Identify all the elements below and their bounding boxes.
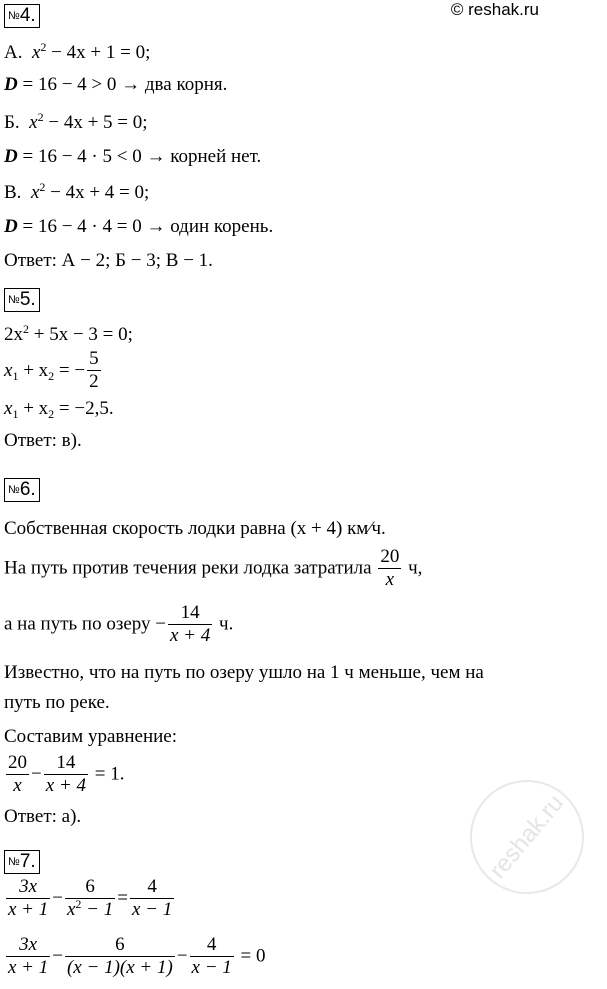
p6-speed-text: Собственная скорость лодки равна (x + 4) км⁄ч. — [4, 518, 386, 539]
p6-condition-line2: путь по реке. — [4, 692, 110, 713]
p7-equation-row1: $\frac{3x}{x + 1}$ − $\frac{6}{x^2 - 1}$ = $\frac{4}{x - 1}$ — [8, 876, 173, 920]
p5-vieta-sum-decimal: $x_1 + x_2 = -2,5$. — [4, 398, 114, 421]
watermark: reshak.ru — [447, 757, 607, 918]
p4-c-equation: В. $x^2 - 4x + 4 = 0$; — [4, 180, 150, 203]
p6-answer: Ответ: а). — [4, 806, 82, 827]
p6-condition-line1: Известно, что на путь по озеру ушло на 1 ч меньше, чем на — [4, 662, 484, 683]
p4-b-discriminant: D = 16 − 4 · 5 < 0 → корней нет. — [4, 146, 262, 167]
p4-a-discriminant: D = 16 − 4 > 0 → два корня. — [4, 74, 228, 95]
p6-lake-time: а на путь по озеру − $\frac{14}{x + 4}$ ч. — [4, 602, 234, 646]
p4-c-discriminant: D = 16 − 4 · 4 = 0 → один корень. — [4, 216, 274, 237]
p7-equation-row2: $\frac{3x}{x + 1}$ − $\frac{6}{(x - 1)(x + 1)}$ − $\frac{4}{x - 1}$ = 0 — [8, 934, 266, 978]
p6-equation: $\frac{20}{x}$ − $\frac{14}{x + 4}$ = 1. — [8, 752, 125, 796]
copyright-label: © reshak.ru — [450, 0, 539, 19]
problem-7-badge: №7. — [4, 850, 40, 874]
problem-4-badge: №4. — [4, 4, 40, 28]
problem-6-badge: №6. — [4, 478, 40, 502]
p6-compose-label: Составим уравнение: — [4, 726, 178, 747]
p5-answer: Ответ: в). — [4, 430, 82, 451]
p5-equation: $2x^2 + 5x - 3 = 0$; — [4, 322, 133, 345]
p4-b-equation: Б. $x^2 - 4x + 5 = 0$; — [4, 110, 148, 133]
p4-a-equation: А. $x^2 - 4x + 1 = 0$; — [4, 40, 151, 63]
problem-5-badge: №5. — [4, 288, 40, 312]
p4-answer: Ответ: А − 2; Б − 3; В − 1. — [4, 250, 213, 271]
p6-upstream-time: На путь против течения реки лодка затратила $\frac{20}{x}$ ч, — [4, 546, 423, 590]
p5-vieta-sum-fraction: $x_1 + x_2$ = − $\frac{5}{2}$ — [4, 348, 99, 392]
